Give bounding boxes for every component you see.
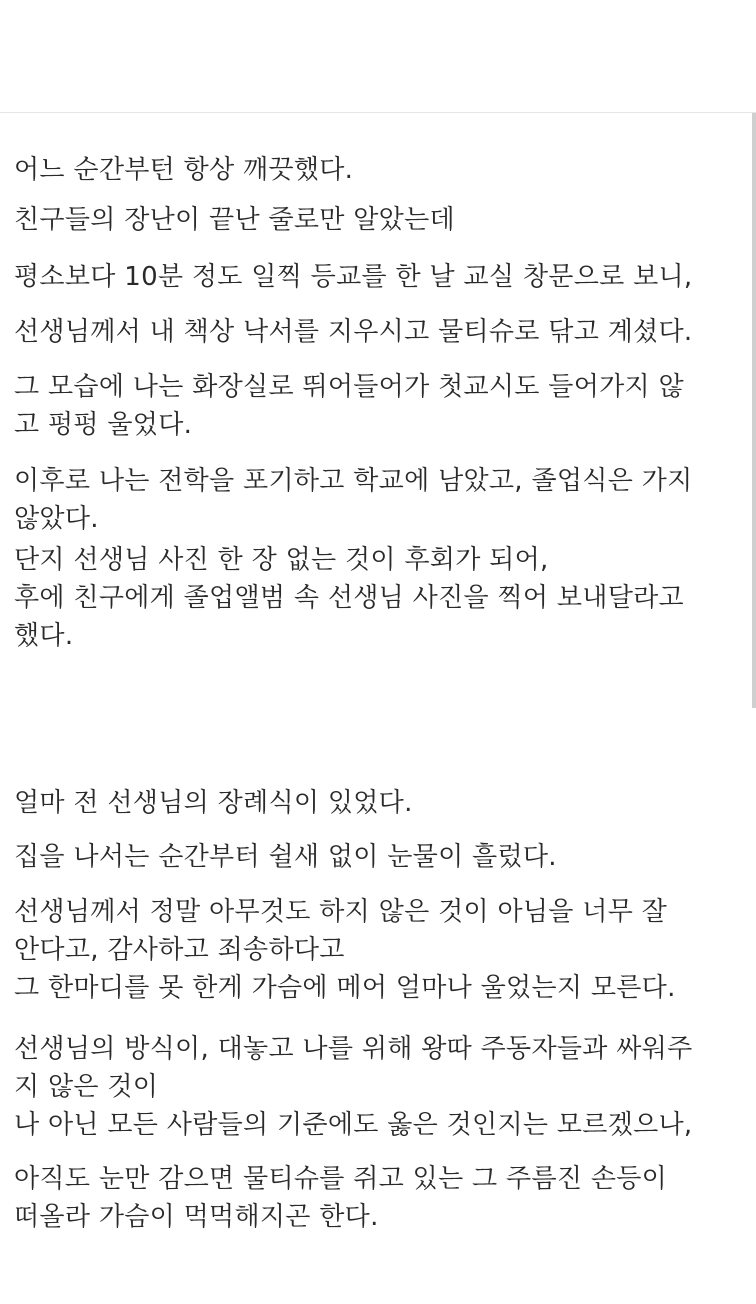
paragraph: 그 모습에 나는 화장실로 뛰어들어가 첫교시도 들어가지 않 고 펑펑 울었다.: [14, 372, 684, 440]
paragraph: 아직도 눈만 감으면 물티슈를 쥐고 있는 그 주름진 손등이 떠올라 가슴이 먹먹해지곤 한다.: [14, 1164, 668, 1232]
section-gap: [0, 708, 756, 760]
paragraph: 선생님의 방식이, 대놓고 나를 위해 왕따 주동자들과 싸워주 지 않은 것이 나 아닌 모든 사람들의 기준에도 옳은 것인지는 모르겠으나,: [14, 1034, 693, 1140]
paragraph: 선생님께서 정말 아무것도 하지 않은 것이 아님을 너무 잘 안다고, 감사하고 죄송하다고 그 한마디를 못 한게 가슴에 메어 얼마나 울었는지 모른다.: [14, 897, 676, 1003]
paragraph: 선생님께서 내 책상 낙서를 지우시고 물티슈로 닦고 계셨다.: [14, 317, 693, 347]
paragraph: 집을 나서는 순간부터 쉴새 없이 눈물이 흘렀다.: [14, 842, 557, 872]
paragraph: 단지 선생님 사진 한 장 없는 것이 후회가 되어, 후에 친구에게 졸업앨범 속 선생님 사진을 찍어 보내달라고 했다.: [14, 545, 684, 651]
paragraph: 평소보다 10분 정도 일찍 등교를 한 날 교실 창문으로 보니,: [14, 262, 693, 292]
paragraph: 얼마 전 선생님의 장례식이 있었다.: [14, 788, 413, 818]
paragraph: 친구들의 장난이 끝난 줄로만 알았는데: [14, 205, 455, 235]
right-edge-bar: [752, 113, 756, 709]
paragraph: 어느 순간부턴 항상 깨끗했다.: [14, 155, 354, 185]
text-block-1: [0, 112, 756, 709]
paragraph: 이후로 나는 전학을 포기하고 학교에 남았고, 졸업식은 가지 않았다.: [14, 466, 693, 534]
text-block-2: [0, 760, 756, 1260]
